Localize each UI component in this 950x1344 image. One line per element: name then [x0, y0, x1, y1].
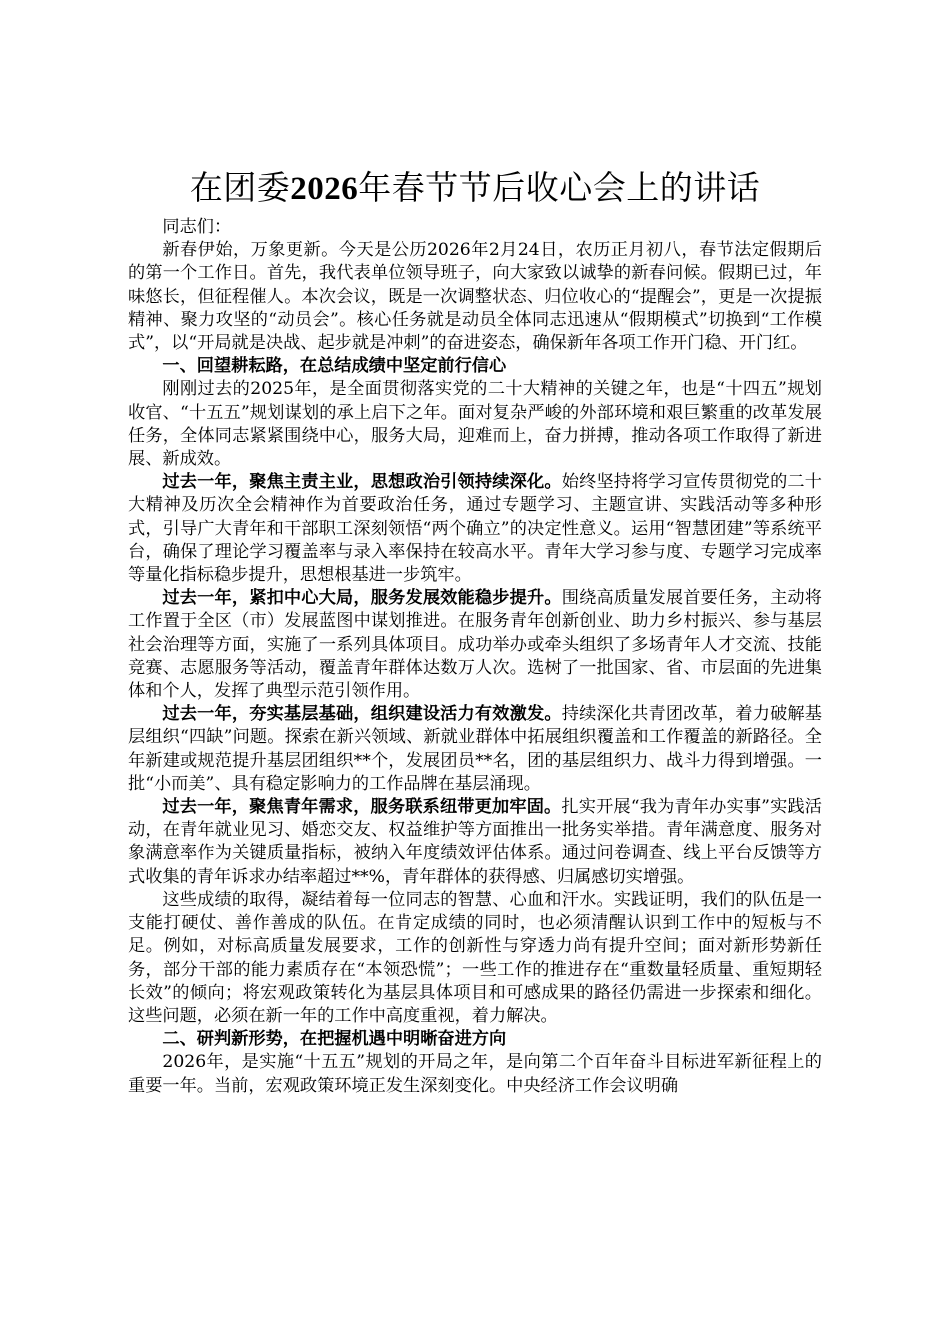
document-title	[128, 166, 822, 211]
paragraph-shortcomings: 这些成绩的取得，凝结着每一位同志的智慧、心血和汗水。实践证明，我们的队伍是一支能打硬仗、善作善成的队伍。在肯定成绩的同时，也必须清醒认识到工作中的短板与不足。例如，对标高质量发展要求，工作的创新性与穿透力尚有提升空间；面对新形势新任务，部分干部的能力素质存在“本领恐慌”；一些工作的推进存在“重数量轻质量、重短期轻长效”的倾向；将宏观政策转化为基层具体项目和可感成果的路径仍需进一步探索和细化。这些问题，必须在新一年的工作中高度重视，着力解决。	[128, 889, 822, 1026]
title-year: 2026	[290, 171, 359, 207]
paragraph-youth-lead: 过去一年，聚焦青年需求，服务联系纽带更加牢固。	[162, 797, 562, 818]
paragraph-outlook: 2026年，是实施“十五五”规划的开局之年，是向第二个百年奋斗目标进军新征程上的重要一年。当前，宏观政策环境正发生深刻变化。中央经济工作会议明确	[128, 1052, 822, 1096]
section-heading-1: 一、回望耕耘路，在总结成绩中坚定前行信心	[162, 356, 507, 377]
paragraph-organization-lead: 过去一年，夯实基层基础，组织建设活力有效激发。	[162, 704, 562, 725]
paragraph-organization-body: 持续深化共青团改革，着力破解基层组织“四缺”问题。探索在新兴领域、新就业群体中拓展组织覆盖和工作覆盖的新路径。全年新建或规范提升基层团组织**个，发展团员**名，团的基层组织力、战斗力得到增强。一批“小而美”、具有稳定影响力的工作品牌在基层涌现。	[128, 704, 822, 794]
paragraph-service-lead: 过去一年，紧扣中心大局，服务发展效能稳步提升。	[162, 588, 562, 609]
paragraph-political	[128, 471, 822, 587]
paragraph-youth	[128, 796, 822, 889]
paragraph-political-lead: 过去一年，聚焦主责主业，思想政治引领持续深化。	[162, 472, 562, 493]
paragraph-review: 刚刚过去的2025年，是全面贯彻落实党的二十大精神的关键之年，也是“十四五”规划收官、“十五五”规划谋划的承上启下之年。面对复杂严峻的外部环境和艰巨繁重的改革发展任务，全体同志紧紧围绕中心，服务大局，迎难而上，奋力拼搏，推动各项工作取得了新进展、新成效。	[128, 379, 822, 470]
section-heading-2: 二、研判新形势，在把握机遇中明晰奋进方向	[162, 1029, 507, 1050]
document-body	[128, 216, 822, 1098]
paragraph-service-body: 围绕高质量发展首要任务，主动将工作置于全区（市）发展蓝图中谋划推进。在服务青年创新创业、助力乡村振兴、参与基层社会治理等方面，实施了一系列具体项目。成功举办或牵头组织了多场青年人才交流、技能竞赛、志愿服务等活动，覆盖青年群体达数万人次。选树了一批国家、省、市层面的先进集体和个人，发挥了典型示范引领作用。	[128, 588, 822, 702]
paragraph-organization	[128, 703, 822, 796]
intro-paragraph: 新春伊始，万象更新。今天是公历2026年2月24日，农历正月初八，春节法定假期后的第一个工作日。首先，我代表单位领导班子，向大家致以诚挚的新春问候。假期已过，年味悠长，但征程催人。本次会议，既是一次调整状态、归位收心的“提醒会”，更是一次提振精神、聚力攻坚的“动员会”。核心任务就是动员全体同志迅速从“假期模式”切换到“工作模式”，以“开局就是决战、起步就是冲刺”的奋进姿态，确保新年各项工作开门稳、开门红。	[128, 240, 822, 354]
greeting: 同志们：	[162, 217, 232, 237]
paragraph-service	[128, 587, 822, 703]
title-prefix: 在团委	[189, 168, 291, 207]
paragraph-political-body: 始终坚持将学习宣传贯彻党的二十大精神及历次全会精神作为首要政治任务，通过专题学习、主题宣讲、实践活动等多种形式，引导广大青年和干部职工深刻领悟“两个确立”的决定性意义。运用“智慧团建”等系统平台，确保了理论学习覆盖率与录入率保持在较高水平。青年大学习参与度、专题学习完成率等量化指标稳步提升，思想根基进一步筑牢。	[128, 472, 822, 586]
title-suffix: 年春节节后收心会上的讲话	[358, 168, 761, 207]
paragraph-youth-body: 扎实开展“我为青年办实事”实践活动，在青年就业见习、婚恋交友、权益维护等方面推出一批务实举措。青年满意度、服务对象满意率作为关键质量指标，被纳入年度绩效评估体系。通过问卷调查、线上平台反馈等方式收集的青年诉求办结率超过**%，青年群体的获得感、归属感切实增强。	[128, 797, 822, 887]
